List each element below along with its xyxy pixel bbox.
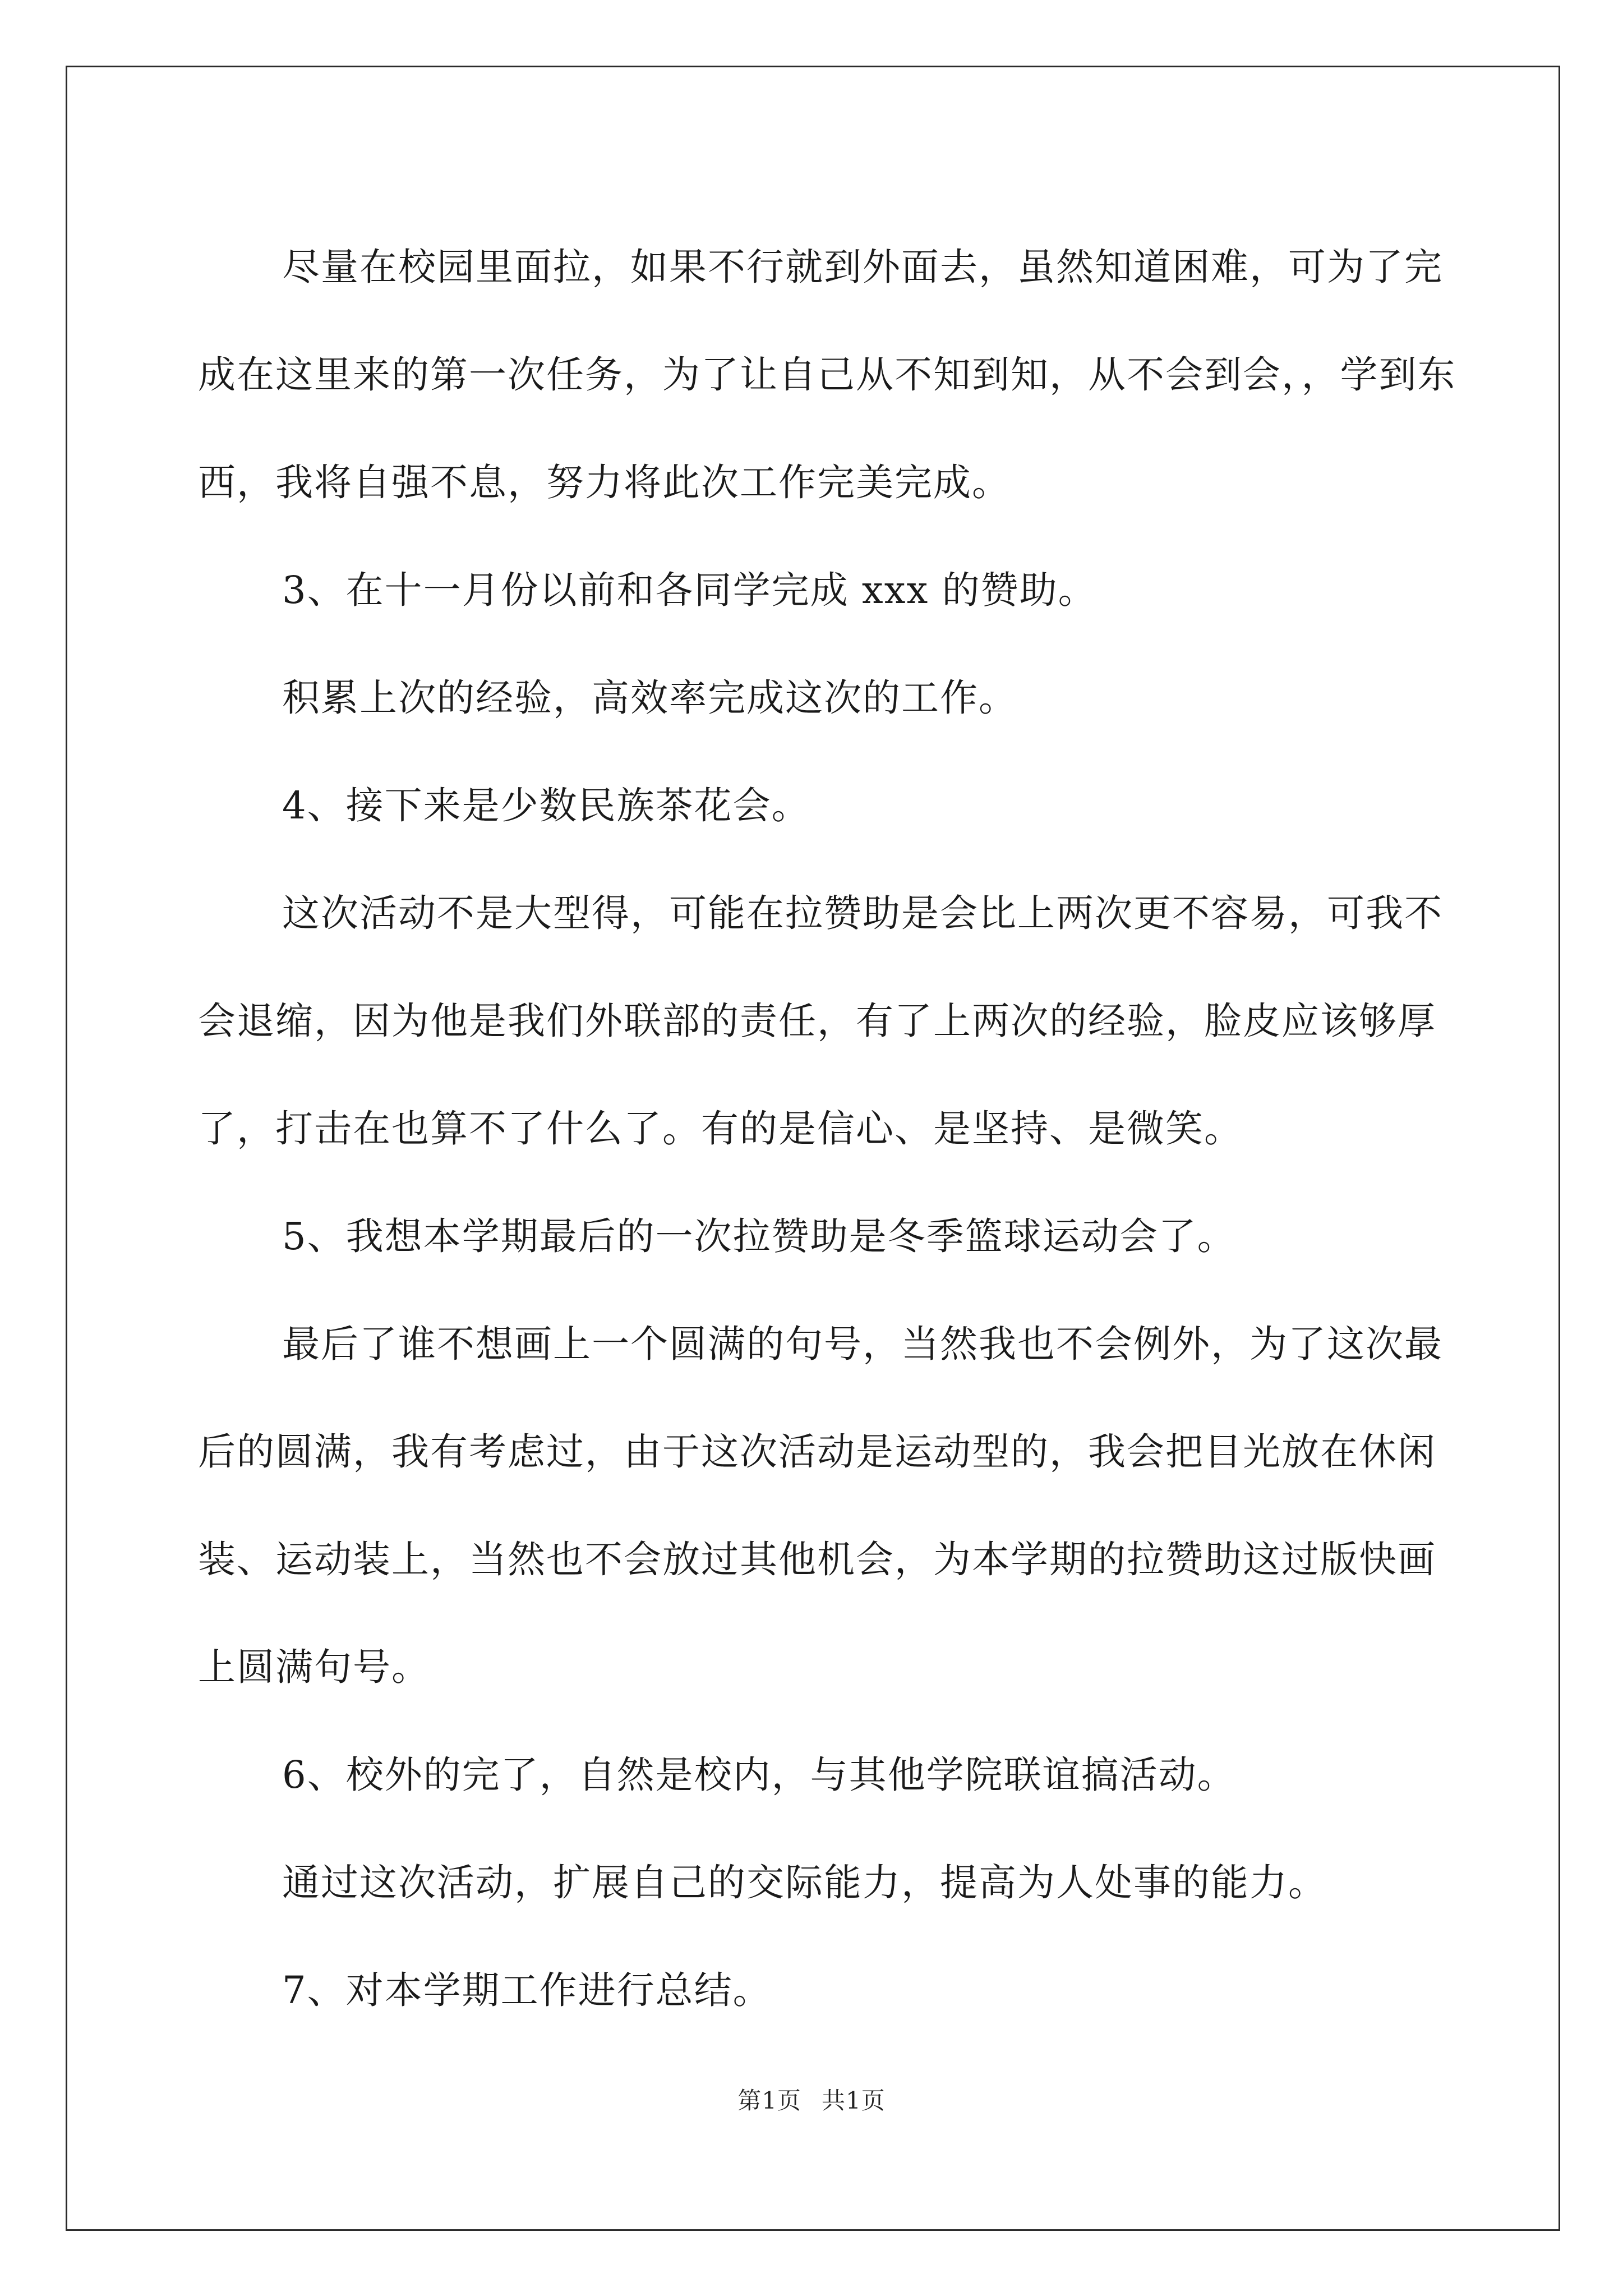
paragraph: 3、在十一月份以前和各同学完成 xxx 的赞助。 bbox=[282, 568, 1097, 612]
paragraph: 积累上次的经验，高效率完成这次的工作。 bbox=[282, 676, 1017, 720]
paragraph: 4、接下来是少数民族茶花会。 bbox=[282, 784, 810, 827]
paragraph: 5、我想本学期最后的一次拉赞助是冬季篮球运动会了。 bbox=[282, 1214, 1236, 1258]
paragraph: 6、校外的完了，自然是校内，与其他学院联谊搞活动。 bbox=[282, 1753, 1236, 1797]
paragraph: 这次活动不是大型得，可能在拉赞助是会比上两次更不容易，可我不会退缩，因为他是我们外联部的责任，有了上两次的经验，脸皮应该够厚了，打击在也算不了什么了。有的是信心、是坚持、是微笑。 bbox=[198, 891, 1443, 1151]
paragraph: 尽量在校园里面拉，如果不行就到外面去，虽然知道困难，可为了完成在这里来的第一次任务，为了让自己从不知到知，从不会到会，，学到东西，我将自强不息，努力将此次工作完美完成。 bbox=[198, 245, 1456, 504]
paragraph: 最后了谁不想画上一个圆满的句号，当然我也不会例外，为了这次最后的圆满，我有考虑过，由于这次活动是运动型的，我会把目光放在休闲装、运动装上，当然也不会放过其他机会，为本学期的拉赞助这过版快画上圆满句号。 bbox=[198, 1322, 1443, 1689]
page-total: 共1页 bbox=[822, 2087, 886, 2114]
page-footer bbox=[0, 2082, 1623, 2116]
document-body bbox=[198, 213, 1471, 2044]
paragraph: 通过这次活动，扩展自己的交际能力，提高为人处事的能力。 bbox=[282, 1861, 1327, 1904]
page-number: 第1页 bbox=[737, 2087, 801, 2114]
paragraph: 7、对本学期工作进行总结。 bbox=[282, 1968, 772, 2012]
